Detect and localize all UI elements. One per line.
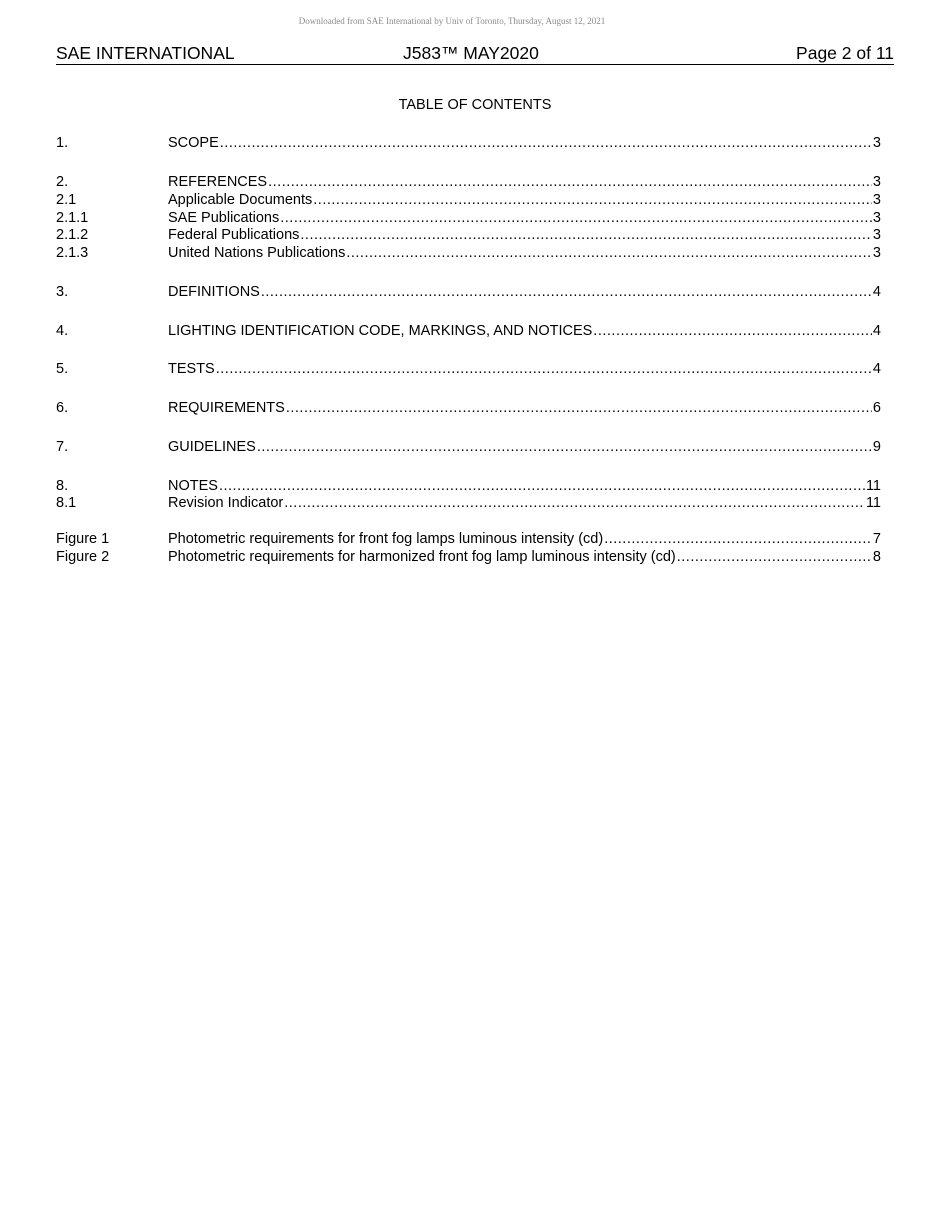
toc-entry-page: 6 [872, 400, 881, 416]
toc-entry-number: 2.1.3 [56, 245, 89, 261]
toc-entry-title: SAE Publications [168, 210, 280, 226]
dot-leader [268, 173, 872, 191]
toc-entry-page: 3 [872, 135, 881, 151]
toc-entry [56, 226, 881, 244]
page-number: Page 2 of 11 [796, 43, 894, 63]
toc-entry-page: 3 [872, 245, 881, 261]
dot-leader [257, 438, 872, 456]
toc-entry-number: 7. [56, 439, 69, 455]
dot-leader [220, 134, 872, 152]
toc-entry-page: 3 [872, 174, 881, 190]
dot-leader [300, 226, 872, 244]
toc-entry-page: 11 [865, 495, 881, 511]
toc-entry-title: Revision Indicator [168, 495, 284, 511]
toc-entry-page: 4 [872, 323, 881, 339]
toc-entry-number: Figure 1 [56, 531, 110, 547]
toc-entry [56, 322, 881, 340]
toc-entry-title: NOTES [168, 478, 218, 494]
dot-leader [261, 283, 872, 301]
page-header [56, 43, 894, 65]
toc-entry [56, 283, 881, 301]
toc-entry [56, 399, 881, 417]
toc-entry [56, 438, 881, 456]
toc-entry-page: 3 [872, 192, 881, 208]
dot-leader [280, 209, 872, 227]
dot-leader [677, 548, 872, 566]
toc-entry-number: 3. [56, 284, 69, 300]
toc-entry [56, 244, 881, 262]
toc-entry-page: 4 [872, 361, 881, 377]
toc-entry-title: REFERENCES [168, 174, 268, 190]
toc-entry-title: TESTS [168, 361, 215, 377]
toc-entry-title: Federal Publications [168, 227, 300, 243]
toc-entry-number: 2.1.1 [56, 210, 89, 226]
toc-entry [56, 494, 881, 512]
dot-leader [313, 191, 872, 209]
toc-entry-number: 5. [56, 361, 69, 377]
dot-leader [593, 322, 872, 340]
toc-entry-number: Figure 2 [56, 549, 110, 565]
toc-entry-page: 3 [872, 227, 881, 243]
download-notice: Downloaded from SAE International by Univ of Toronto, Thursday, August 12, 2021 [298, 16, 606, 26]
toc-entry-title: SCOPE [168, 135, 219, 151]
toc-entry-title: Applicable Documents [168, 192, 313, 208]
toc-figure-entry [56, 548, 881, 566]
publisher-name: SAE INTERNATIONAL [56, 43, 235, 63]
dot-leader [284, 494, 865, 512]
dot-leader [286, 399, 872, 417]
dot-leader [604, 530, 872, 548]
toc-entry-page: 8 [872, 549, 881, 565]
toc-entry [56, 134, 881, 152]
toc-entry-number: 8.1 [56, 495, 77, 511]
toc-entry-number: 8. [56, 478, 69, 494]
toc-entry-title: LIGHTING IDENTIFICATION CODE, MARKINGS, AND NOTICES [168, 323, 593, 339]
toc-entry-number: 6. [56, 400, 69, 416]
toc-entry-number: 2. [56, 174, 69, 190]
toc-entry [56, 209, 881, 227]
toc-entry-title: GUIDELINES [168, 439, 256, 455]
dot-leader [346, 244, 872, 262]
toc-entry-number: 1. [56, 135, 69, 151]
toc-entry-title: REQUIREMENTS [168, 400, 285, 416]
toc-entry-page: 3 [872, 210, 881, 226]
toc-entry-title: Photometric requirements for harmonized front fog lamp luminous intensity (cd) [168, 549, 676, 565]
toc-entry [56, 360, 881, 378]
dot-leader [219, 477, 865, 495]
toc-title: TABLE OF CONTENTS [398, 97, 552, 113]
toc-entry-page: 11 [865, 478, 881, 494]
toc-entry [56, 191, 881, 209]
toc-figure-entry [56, 530, 881, 548]
toc-entry-title: Photometric requirements for front fog lamps luminous intensity (cd) [168, 531, 604, 547]
toc-entry [56, 477, 881, 495]
dot-leader [216, 360, 872, 378]
toc-entry-page: 4 [872, 284, 881, 300]
toc-entry-number: 4. [56, 323, 69, 339]
document-id: J583™ MAY2020 [403, 43, 539, 63]
toc-entry-number: 2.1 [56, 192, 77, 208]
toc-entry [56, 173, 881, 191]
toc-entry-title: United Nations Publications [168, 245, 346, 261]
toc-entry-title: DEFINITIONS [168, 284, 260, 300]
toc-entry-number: 2.1.2 [56, 227, 89, 243]
toc-entry-page: 9 [872, 439, 881, 455]
toc-entry-page: 7 [872, 531, 881, 547]
